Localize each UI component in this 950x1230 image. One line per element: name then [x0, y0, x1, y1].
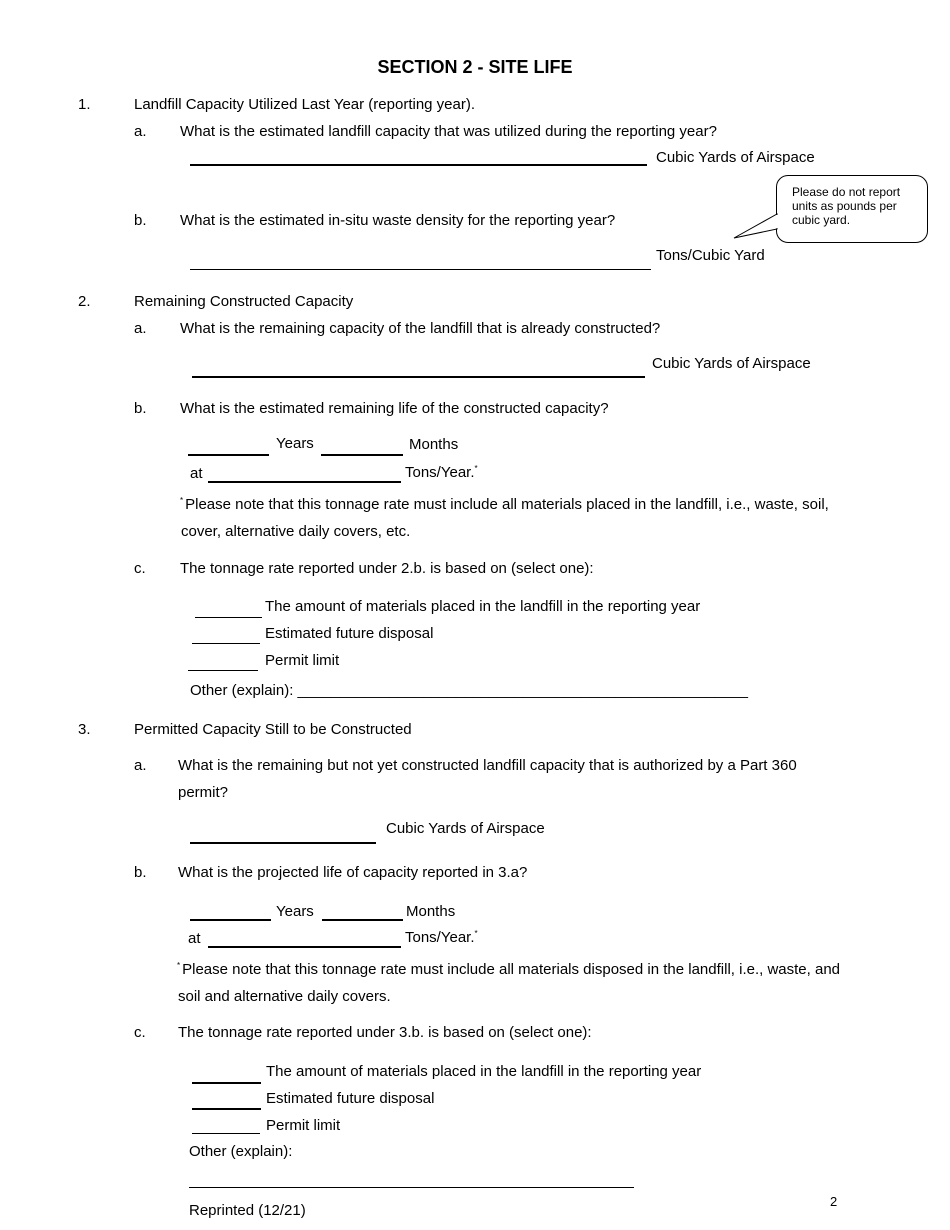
q3a-answer-field[interactable] — [190, 842, 376, 844]
q2a-answer-field[interactable] — [192, 376, 645, 378]
q2b-at-label: at — [190, 465, 203, 482]
q2b-note-asterisk: * — [180, 496, 184, 505]
q1b-letter: b. — [134, 212, 147, 229]
q2c-opt1-field[interactable] — [195, 617, 262, 618]
q3b-note-text1: Please note that this tonnage rate must include all materials disposed in the landfill, i.e., waste, and — [182, 961, 841, 978]
q1a-question: What is the estimated landfill capacity that was utilized during the reporting year? — [180, 123, 717, 140]
q3a-unit: Cubic Yards of Airspace — [386, 820, 545, 837]
q3b-letter: b. — [134, 864, 147, 881]
q3c-opt2-label: Estimated future disposal — [266, 1090, 435, 1107]
q3b-note-asterisk: * — [177, 961, 181, 970]
q2c-opt3-label: Permit limit — [265, 652, 340, 669]
callout-note — [776, 175, 928, 243]
q2-number: 2. — [78, 293, 91, 310]
page-number: 2 — [830, 1194, 838, 1209]
q2a-unit: Cubic Yards of Airspace — [652, 355, 811, 372]
q3-number: 3. — [78, 721, 91, 738]
q3c-other-field[interactable] — [189, 1187, 634, 1188]
q3b-question: What is the projected life of capacity reported in 3.a? — [178, 864, 528, 881]
q2b-note-line1 — [180, 496, 829, 513]
q2-title: Remaining Constructed Capacity — [134, 293, 354, 310]
q2c-opt2-label: Estimated future disposal — [265, 625, 434, 642]
q3b-rate-text: Tons/Year. — [405, 929, 475, 946]
q3c-other-label: Other (explain): — [189, 1143, 293, 1160]
q2b-years-field[interactable] — [188, 454, 269, 456]
q2b-rate-asterisk: * — [474, 464, 478, 473]
q3c-opt3-field[interactable] — [192, 1133, 260, 1134]
q2b-rate-label — [405, 464, 478, 481]
q2c-opt1-label: The amount of materials placed in the landfill in the reporting year — [265, 598, 701, 615]
q3b-months-field[interactable] — [322, 919, 403, 921]
q1a-letter: a. — [134, 123, 147, 140]
q1-title: Landfill Capacity Utilized Last Year (reporting year). — [134, 96, 476, 113]
q3a-letter: a. — [134, 757, 147, 774]
q2a-letter: a. — [134, 320, 147, 337]
q3c-opt3-label: Permit limit — [266, 1117, 341, 1134]
callout-pointer — [730, 213, 790, 243]
q2c-question: The tonnage rate reported under 2.b. is based on (select one): — [180, 560, 594, 577]
q2b-rate-field[interactable] — [208, 481, 401, 483]
footer-reprinted: Reprinted (12/21) — [189, 1202, 306, 1219]
q1-number: 1. — [78, 96, 91, 113]
q2b-question: What is the estimated remaining life of the constructed capacity? — [180, 400, 609, 417]
q2b-months-label: Months — [409, 436, 459, 453]
q2c-opt3-field[interactable] — [188, 670, 258, 671]
q2c-letter: c. — [134, 560, 146, 577]
q3c-opt2-field[interactable] — [192, 1108, 261, 1110]
q3b-rate-asterisk: * — [474, 929, 478, 938]
q2b-months-field[interactable] — [321, 454, 403, 456]
q2b-years-label: Years — [276, 435, 314, 452]
q3b-years-label: Years — [276, 903, 314, 920]
q2c-other[interactable]: Other (explain): ______________________________________________________ — [190, 682, 749, 699]
section-title: SECTION 2 - SITE LIFE — [377, 57, 573, 77]
q3b-months-label: Months — [406, 903, 456, 920]
q3b-note-line2: soil and alternative daily covers. — [178, 988, 391, 1005]
q2b-note-line2: cover, alternative daily covers, etc. — [181, 523, 411, 540]
q1b-unit: Tons/Cubic Yard — [656, 247, 765, 264]
q3-title: Permitted Capacity Still to be Constructed — [134, 721, 412, 738]
q3b-note-line1 — [177, 961, 840, 978]
q3c-opt1-field[interactable] — [192, 1082, 261, 1084]
q3a-question-line1: What is the remaining but not yet constructed landfill capacity that is authorized by a Part 360 — [178, 757, 797, 774]
callout-text: Please do not report units as pounds per cubic yard. — [792, 185, 901, 227]
q1b-question: What is the estimated in-situ waste density for the reporting year? — [180, 212, 616, 229]
q2b-rate-text: Tons/Year. — [405, 464, 475, 481]
q3b-rate-label — [405, 929, 478, 946]
q3b-years-field[interactable] — [190, 919, 271, 921]
q1a-answer-field[interactable] — [190, 164, 647, 166]
q3b-at-label: at — [188, 930, 201, 947]
q2b-letter: b. — [134, 400, 147, 417]
q3c-question: The tonnage rate reported under 3.b. is based on (select one): — [178, 1024, 592, 1041]
q2a-question: What is the remaining capacity of the landfill that is already constructed? — [180, 320, 661, 337]
q2b-note-text1: Please note that this tonnage rate must include all materials placed in the landfill, i.e., waste, soil, — [185, 496, 829, 513]
q3c-letter: c. — [134, 1024, 146, 1041]
q3c-opt1-label: The amount of materials placed in the landfill in the reporting year — [266, 1063, 702, 1080]
q3a-question-line2: permit? — [178, 784, 229, 801]
q1b-answer-field[interactable] — [190, 269, 651, 270]
q1a-unit: Cubic Yards of Airspace — [656, 149, 815, 166]
q2c-opt2-field[interactable] — [192, 643, 260, 644]
q3b-rate-field[interactable] — [208, 946, 401, 948]
